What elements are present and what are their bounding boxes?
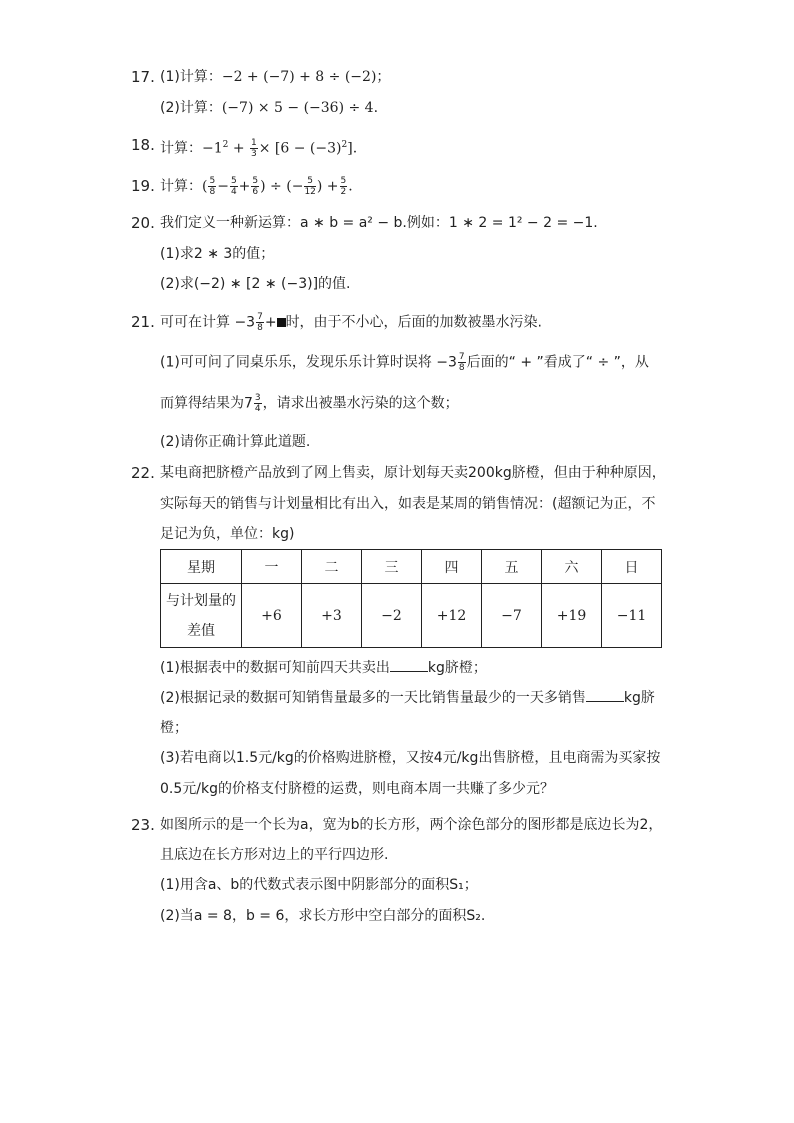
q17-part1-label: (1)计算： bbox=[160, 69, 222, 85]
q21-p1-c-frac-den: 4 bbox=[254, 404, 261, 414]
q19-frac-3-den: 6 bbox=[252, 187, 259, 197]
q19-frac-1-num: 5 bbox=[209, 176, 216, 186]
q22-p1-a: (1)根据表中的数据可知前四天共卖出 bbox=[160, 660, 390, 676]
q18-exp-b: 2 bbox=[341, 140, 348, 150]
q21-p1-frac-num: 7 bbox=[458, 352, 465, 362]
q19-frac-2 bbox=[230, 176, 238, 197]
sales-table-value: −7 bbox=[482, 584, 542, 648]
q19-op2: + bbox=[238, 178, 251, 195]
q19-end: . bbox=[348, 178, 353, 195]
q21-part1-line2 bbox=[160, 393, 459, 414]
q23-intro-line2: 且底边在长方形对边上的平行四边形. bbox=[160, 847, 389, 863]
sales-table-day: 二 bbox=[302, 550, 362, 584]
q21-part2: (2)请你正确计算此道题. bbox=[160, 434, 311, 450]
sales-table bbox=[160, 549, 662, 648]
q18-expr-c: ]. bbox=[347, 140, 358, 157]
answer-blank[interactable] bbox=[586, 687, 624, 702]
answer-blank[interactable] bbox=[390, 657, 428, 672]
q19-frac-4-den: 12 bbox=[304, 187, 316, 197]
q21-intro-frac-num: 7 bbox=[257, 312, 263, 322]
sales-table-day: 四 bbox=[422, 550, 482, 584]
question-number-21: 21. bbox=[131, 313, 155, 331]
q18-expr-a: −1 bbox=[202, 140, 223, 157]
q19-label: 计算： bbox=[160, 178, 202, 195]
sales-table-value-row bbox=[161, 584, 662, 648]
q23-intro-line1: 如图所示的是一个长为a，宽为b的长方形，两个涂色部分的图形都是底边长为2， bbox=[160, 817, 663, 833]
q19-frac-2-den: 4 bbox=[230, 187, 237, 197]
q22-part2-line2: 橙； bbox=[160, 720, 188, 736]
q22-intro-line1: 某电商把脐橙产品放到了网上售卖，原计划每天卖200kg脐橙，但由于种种原因， bbox=[160, 465, 666, 481]
q19-frac-4 bbox=[304, 176, 315, 197]
q17-part2-expression: (−7) × 5 − (−36) ÷ 4. bbox=[221, 100, 379, 116]
q21-intro-frac bbox=[256, 312, 264, 333]
q21-p1-d: ，请求出被墨水污染的这个数； bbox=[262, 395, 459, 412]
q19-frac-3 bbox=[251, 176, 259, 197]
sales-table-day: 一 bbox=[242, 550, 302, 584]
sales-table-header-row bbox=[161, 550, 662, 584]
sales-table-value: +19 bbox=[542, 584, 602, 648]
q21-p1-c-frac-num: 3 bbox=[254, 393, 261, 403]
sales-table-value: +6 bbox=[242, 584, 302, 648]
sales-table-day: 三 bbox=[362, 550, 422, 584]
q21-p1-frac bbox=[458, 352, 466, 373]
sales-table-value: +12 bbox=[422, 584, 482, 648]
q19-close: ) + bbox=[316, 178, 339, 195]
q21-intro-frac-den: 8 bbox=[257, 323, 263, 333]
sales-table-value: +3 bbox=[302, 584, 362, 648]
q20-intro: 我们定义一种新运算：a ∗ b = a² − b.例如：1 ∗ 2 = 1² − 2 = −1. bbox=[160, 215, 598, 231]
question-number-19: 19. bbox=[131, 177, 155, 195]
question-number-23: 23. bbox=[131, 816, 155, 834]
q19-frac-1 bbox=[208, 176, 216, 197]
sales-table-day: 六 bbox=[542, 550, 602, 584]
q22-part3-line1: (3)若电商以1.5元/kg的价格购进脐橙，又按4元/kg出售脐橙，且电商需为买家按 bbox=[160, 750, 661, 766]
sales-table-row-label-line1: 与计划量的 bbox=[166, 592, 236, 609]
question-number-17: 17. bbox=[131, 68, 155, 86]
sales-table-day: 五 bbox=[482, 550, 542, 584]
q18-plus: + bbox=[228, 140, 250, 157]
q22-p2-a: (2)根据记录的数据可知销售量最多的一天比销售量最少的一天多销售 bbox=[160, 690, 586, 706]
q22-part3-line2: 0.5元/kg的价格支付脐橙的运费，则电商本周一共赚了多少元？ bbox=[160, 781, 554, 797]
q17-part1 bbox=[160, 67, 390, 87]
q18-frac-den: 3 bbox=[251, 149, 257, 160]
q22-part2-line1 bbox=[160, 687, 655, 708]
sales-table-value: −11 bbox=[602, 584, 662, 648]
q19-frac-5-num: 5 bbox=[340, 176, 347, 186]
q19-frac-3-num: 5 bbox=[252, 176, 259, 186]
q18-frac-num: 1 bbox=[251, 138, 257, 149]
sales-table-row-label-line2: 差值 bbox=[187, 622, 215, 639]
sales-table-header-label: 星期 bbox=[161, 550, 242, 584]
q18-label: 计算： bbox=[160, 140, 202, 157]
q18-exp-a: 2 bbox=[222, 140, 229, 150]
sales-table-value: −2 bbox=[362, 584, 422, 648]
q21-intro-plus: + bbox=[264, 314, 277, 331]
q18-fraction bbox=[250, 138, 258, 159]
question-number-22: 22. bbox=[131, 464, 155, 482]
q19-open-paren: ( bbox=[202, 178, 208, 195]
q19-op1: − bbox=[217, 178, 229, 195]
q23-part2: (2)当a = 8，b = 6，求长方形中空白部分的面积S₂. bbox=[160, 908, 486, 924]
q21-p1-frac-den: 8 bbox=[458, 363, 465, 373]
q19-mid: ) ÷ (− bbox=[260, 178, 304, 195]
q22-intro-line2: 实际每天的销售与计划量相比有出入，如表是某周的销售情况：(超额记为正，不 bbox=[160, 496, 656, 512]
q21-intro-a: 可可在计算 −3 bbox=[160, 314, 256, 331]
q21-p1-b: 后面的“ + ”看成了“ ÷ ”，从 bbox=[466, 354, 649, 371]
q21-p1-c: 而算得结果为7 bbox=[160, 395, 253, 412]
q22-p2-b: kg脐 bbox=[623, 690, 655, 706]
q21-p1-a: (1)可可问了同桌乐乐，发现乐乐计算时误将 −3 bbox=[160, 354, 457, 371]
question-number-20: 20. bbox=[131, 214, 155, 232]
q19-frac-1-den: 8 bbox=[209, 187, 216, 197]
question-number-18: 18. bbox=[131, 136, 155, 154]
q19-frac-4-num: 5 bbox=[304, 176, 315, 187]
sales-table-day: 日 bbox=[602, 550, 662, 584]
q22-intro-line3: 足记为负，单位：kg) bbox=[160, 526, 295, 542]
q19-frac-5 bbox=[340, 176, 348, 197]
q19-frac-2-num: 5 bbox=[230, 176, 237, 186]
q21-intro bbox=[160, 312, 542, 333]
q21-intro-c: 时，由于不小心，后面的加数被墨水污染. bbox=[285, 314, 543, 331]
q22-part1 bbox=[160, 657, 487, 678]
q21-part1-line1 bbox=[160, 352, 649, 373]
sales-table-row-label bbox=[161, 584, 242, 648]
ink-blot-icon bbox=[277, 318, 286, 327]
q19-frac-5-den: 2 bbox=[340, 187, 347, 197]
q18-content bbox=[160, 135, 357, 159]
q22-p1-b: kg脐橙； bbox=[427, 660, 487, 676]
q17-part2 bbox=[160, 98, 378, 118]
q17-part1-expression: −2 + (−7) + 8 ÷ (−2)； bbox=[221, 69, 391, 85]
q18-expr-b: × [6 − (−3) bbox=[258, 140, 342, 157]
q17-part2-label: (2)计算： bbox=[160, 100, 222, 116]
q19-content bbox=[160, 176, 353, 197]
q20-part1: (1)求2 ∗ 3的值； bbox=[160, 246, 275, 262]
q23-part1: (1)用含a、b的代数式表示图中阴影部分的面积S₁； bbox=[160, 877, 478, 893]
q21-p1-c-frac bbox=[254, 393, 262, 414]
q20-part2: (2)求(−2) ∗ [2 ∗ (−3)]的值. bbox=[160, 276, 351, 292]
